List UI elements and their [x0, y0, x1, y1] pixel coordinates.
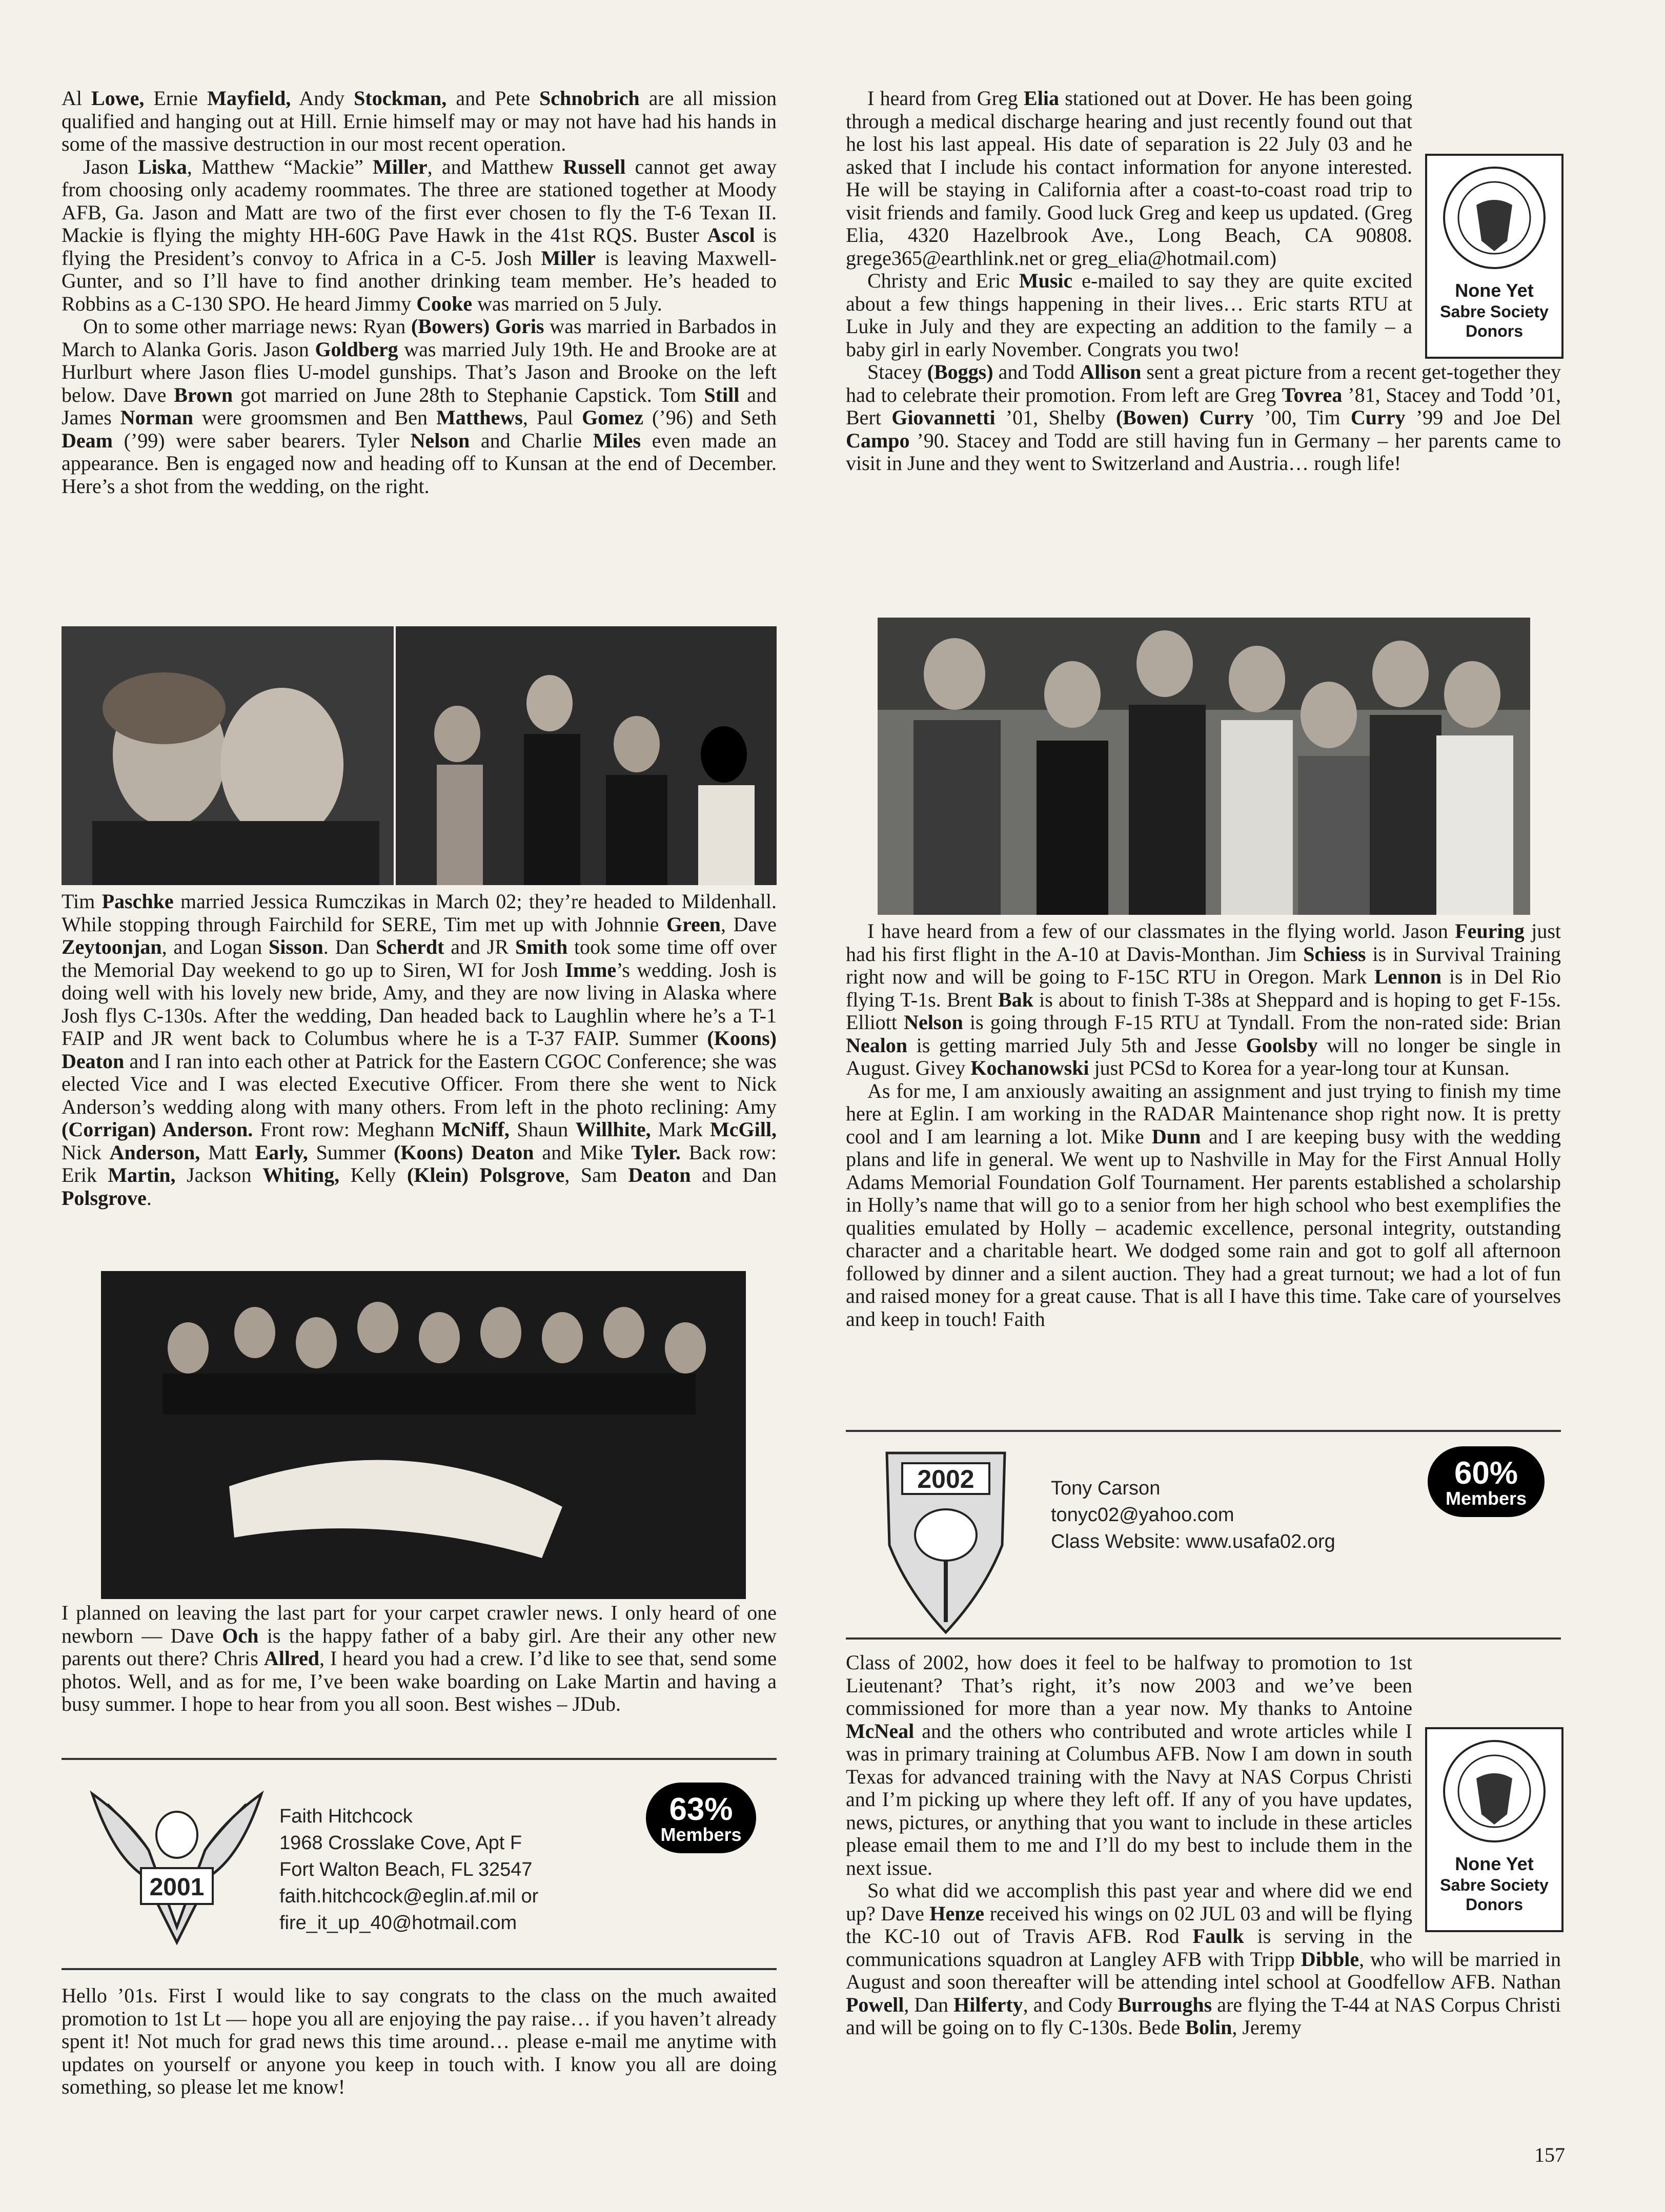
bold-name: Kochanowski: [970, 1056, 1089, 1079]
bold-name: Allison: [1080, 360, 1142, 383]
bold-name: Och: [222, 1624, 259, 1647]
paragraph: Christy and Eric Music e-mailed to say they are quite excited about a few things happening in their lives… Eric starts RTU at Luke in July and they are expecting an addition to the family – a baby girl in early November. Congrats you two!: [846, 269, 1412, 361]
bold-name: (Klein) Polsgrove: [407, 1163, 565, 1186]
class-2002-membership-badge: [1428, 1446, 1545, 1517]
bold-name: Burroughs: [1118, 1993, 1212, 2016]
left-column-top: [62, 87, 777, 498]
paragraph: Jason Liska, Matthew “Mackie” Miller, and Matthew Russell cannot get away from choosing only academy roommates. The three are stationed together at Moody AFB, Ga. Jason and Matt are two of the first ever chosen to fly the T-6 Texan II. Mackie is flying the mighty HH-60G Pave Hawk in the 41st RQS. Buster Ascol is flying the President’s convoy to Africa in a C-5. Josh Miller is leaving Maxwell-Gunter, and so I’ll have to find another drinking team member. He’s headed to Robbins as a C-130 SPO. He heard Jimmy Cooke was married on 5 July.: [62, 155, 777, 315]
membership-label: Members: [1445, 1488, 1527, 1509]
bold-name: Paschke: [101, 890, 174, 913]
bold-name: Matthews: [436, 406, 523, 429]
bold-name: Allred: [263, 1647, 320, 1670]
email-link-1[interactable]: faith.hitchcock@eglin.af.mil or: [279, 1886, 539, 1907]
class-2001-membership-badge: [646, 1783, 756, 1853]
bold-name: Stockman,: [354, 87, 447, 110]
paragraph: Al Lowe, Ernie Mayfield, Andy Stockman, and Pete Schnobrich are all mission qualified and hanging out at Hill. Ernie himself may or may not have had his hands in some of the massive destruction in our most recent operation.: [62, 87, 777, 155]
bold-name: Lennon: [1374, 965, 1442, 988]
bold-name: Miller: [541, 246, 596, 270]
paragraph: Stacey (Boggs) and Todd Allison sent a great picture from a recent get-together they had to celebrate their promotion. From left are Greg Tovrea ’81, Stacey and Todd ’01, Bert Giovannetti ’01, Shelby (Bowen) Curry ’00, Tim Curry ’99 and Joe Del Campo ’90. Stacey and Todd are still having fun in Germany – her parents came to visit in June and they went to Switzerland and Austria… rough life!: [846, 360, 1561, 475]
bold-name: Anderson,: [109, 1140, 200, 1164]
bold-name: Cooke: [416, 292, 473, 315]
left-column-class-2001-text: [62, 1984, 777, 2099]
bold-name: Early,: [255, 1140, 308, 1164]
bold-name: Mayfield,: [207, 87, 291, 110]
paragraph: Tim Paschke married Jessica Rumczikas in March 02; they’re headed to Mildenhall. While stopping through Fairchild for SERE, Tim met up with Johnnie Green, Dave Zeytoonjan, and Logan Sisson. Dan Scherdt and JR Smith took some time off over the Memorial Day weekend to go up to Siren, WI for Josh Imme’s wedding. Josh is doing well with his lovely new bride, Amy, and they are now living in Alaska where Josh flys C-130s. After the wedding, Dan headed back to Laughlin where he’s a T-1 FAIP and JR went back to Columbus where he is a T-37 FAIP. Summer (Koons) Deaton and I ran into each other at Patrick for the Eastern CGOC Conference; she was elected Vice and I was elected Executive Officer. From there she went to Nick Anderson’s wedding along with many others. From left in the photo reclining: Amy (Corrigan) Anderson. Front row: Meghann McNiff, Shaun Willhite, Mark McGill, Nick Anderson, Matt Early, Summer (Koons) Deaton and Mike Tyler. Back row: Erik Martin, Jackson Whiting, Kelly (Klein) Polsgrove, Sam Deaton and Dan Polsgrove.: [62, 890, 777, 1210]
bold-name: Ascol: [707, 223, 755, 247]
bold-name: Scherdt: [376, 935, 444, 958]
bold-name: McNeal: [846, 1719, 915, 1743]
bold-name: Smith: [515, 935, 568, 958]
scribe-name: Faith Hitchcock: [279, 1806, 413, 1827]
left-column-middle: [62, 890, 777, 1210]
paragraph: As for me, I am anxiously awaiting an assignment and just trying to finish my time here at Eglin. I am working in the RADAR Maintenance shop right now. It is pretty cool and I am learning a lot. Mike Dunn and I are keeping busy with the wedding plans and life in general. We went up to Nashville in May for the First Annual Holly Adams Memorial Foundation Golf Tournament. Her parents established a scholarship in Holly’s name that will go to a senior from her high school who best exemplifies the qualities emulated by Holly – academic excellence, personal integrity, outstanding character and a charitable heart. We dodged some rain and got to golf all afternoon followed by dinner and a silent auction. They had a great turnout; we had a lot of fun and raised money for a great cause. That is all I have this time. Take care of yourselves and keep in touch! Faith: [846, 1079, 1561, 1330]
bold-name: Campo: [846, 428, 910, 452]
divider-class-2001-top: [62, 1758, 777, 1760]
right-column-middle: [846, 920, 1561, 1330]
sabre-society-box-top: [1425, 154, 1564, 359]
sabre-donors-label: Donors: [1466, 1895, 1523, 1914]
bold-name: Whiting,: [262, 1163, 340, 1186]
bold-name: Bak: [998, 988, 1033, 1011]
svg-text:2001: 2001: [149, 1874, 205, 1901]
bold-name: Sisson: [269, 935, 323, 958]
bold-name: Elia: [1024, 87, 1059, 110]
paragraph: On to some other marriage news: Ryan (Bowers) Goris was married in Barbados in March to Alanka Goris. Jason Goldberg was married July 19th. He and Brooke are at Hurlburt where Jason flies U-model gunships. That’s Jason and Brooke on the left below. Dave Brown got married on June 28th to Stephanie Capstick. Tom Still and James Norman were groomsmen and Ben Matthews, Paul Gomez (’96) and Seth Deam (’99) were saber bearers. Tyler Nelson and Charlie Miles even made an appearance. Ben is engaged now and heading off to Kunsan at the end of December. Here’s a shot from the wedding, on the right.: [62, 315, 777, 498]
class-2001-contact: [279, 1803, 538, 1936]
membership-label: Members: [660, 1824, 742, 1845]
svg-text:2002: 2002: [917, 1465, 974, 1493]
class-website-link[interactable]: Class Website: www.usafa02.org: [1051, 1531, 1335, 1552]
sabre-society-box-bottom: [1425, 1727, 1564, 1932]
address-line-1: 1968 Crosslake Cove, Apt F: [279, 1832, 522, 1854]
bold-name: Norman: [120, 406, 194, 429]
bold-name: Nealon: [846, 1033, 907, 1057]
bold-name: Nelson: [410, 428, 470, 452]
sabre-society-seal-icon: [1440, 1737, 1548, 1845]
class-2002-contact: [1051, 1475, 1335, 1555]
bold-name: Hilferty: [953, 1993, 1023, 2016]
bold-name: Tovrea: [1282, 383, 1343, 406]
sabre-society-label: Sabre Society: [1440, 302, 1549, 321]
class-2001-crest-icon: [87, 1773, 267, 1950]
bold-name: Tyler.: [631, 1140, 681, 1164]
bold-name: Bolin: [1185, 2016, 1232, 2039]
page-number: 157: [1534, 2143, 1565, 2166]
bold-name: Faulk: [1192, 1924, 1244, 1948]
email-link[interactable]: tonyc02@yahoo.com: [1051, 1504, 1234, 1526]
address-line-2: Fort Walton Beach, FL 32547: [279, 1859, 533, 1880]
bold-name: Goolsby: [1246, 1033, 1318, 1057]
bold-name: Dibble: [1301, 1947, 1359, 1971]
bold-name: (Bowen) Curry: [1115, 406, 1254, 429]
bold-name: Green: [666, 912, 721, 936]
bold-name: Liska: [138, 155, 187, 178]
membership-percent: 63%: [669, 1792, 733, 1827]
bold-name: (Koons) Deaton: [62, 1027, 777, 1073]
photo-wedding-party-brown: [396, 626, 777, 885]
bold-name: Schiess: [1303, 942, 1366, 966]
bold-name: Henze: [929, 1901, 984, 1925]
paragraph: I planned on leaving the last part for your carpet crawler news. I only heard of one newborn — Dave Och is the happy father of a baby girl. Are their any other new parents out there? Chris Allred, I heard you had a crew. I’d like to see that, send some photos. Well, and as for me, I’ve been wake boarding on Lake Martin and having a busy summer. I hope to hear from you all soon. Best wishes – JDub.: [62, 1601, 777, 1715]
bold-name: Schnobrich: [539, 87, 640, 110]
bold-name: Willhite,: [575, 1118, 651, 1141]
photo-anderson-wedding: [101, 1271, 746, 1599]
bold-name: Nelson: [904, 1011, 963, 1034]
sabre-donors-label: Donors: [1466, 322, 1523, 340]
paragraph: I have heard from a few of our classmates in the flying world. Jason Feuring just had his first flight in the A-10 at Davis-Monthan. Jim Schiess is in Survival Training right now and will be going to F-15C RTU in Oregon. Mark Lennon is in Del Rio flying T-1s. Brent Bak is about to finish T-38s at Sheppard and is hoping to get F-15s. Elliott Nelson is going through F-15 RTU at Tyndall. From the non-rated side: Brian Nealon is getting married July 5th and Jesse Goolsby will no longer be single in August. Givey Kochanowski just PCSd to Korea for a year-long tour at Kunsan.: [846, 919, 1561, 1079]
divider-class-2002-top: [846, 1430, 1561, 1432]
bold-name: Brown: [174, 383, 233, 406]
photo-jason-and-brooke: [62, 626, 394, 885]
divider-class-2001-bottom: [62, 1968, 777, 1970]
bold-name: McGill,: [710, 1118, 777, 1141]
sabre-society-seal-icon: [1440, 164, 1548, 272]
sabre-none-yet: None Yet: [1455, 1853, 1534, 1874]
bold-name: Gomez: [582, 406, 644, 429]
class-2002-crest-icon: [882, 1443, 1010, 1637]
bold-name: Miller: [373, 155, 428, 178]
bold-name: (Corrigan) Anderson.: [62, 1118, 253, 1141]
bold-name: McNiff,: [441, 1118, 510, 1141]
bold-name: Powell: [846, 1993, 904, 2016]
bold-name: Imme: [565, 958, 617, 981]
bold-name: Giovannetti: [891, 406, 996, 429]
paragraph: Class of 2002, how does it feel to be halfway to promotion to 1st Lieutenant? That’s right, it’s now 2003 and we’ve been commissioned for more than a year now. My thanks to Antoine McNeal and the others who contributed and wrote articles while I was in primary training at Columbus AFB. Now I am down in south Texas for advanced training with the Navy at NAS Corpus Christi and I’m picking up where they left off. If any of you have updates, news, pictures, or anything that you want to include in these articles please email them to me and I’ll do my best to include them in the next issue.: [846, 1651, 1412, 1879]
bold-name: (Bowers) Goris: [411, 315, 544, 338]
bold-name: Curry: [1350, 406, 1406, 429]
bold-name: Music: [1019, 269, 1073, 292]
bold-name: Zeytoonjan: [62, 935, 162, 958]
bold-name: Deam: [62, 428, 113, 452]
divider-class-2002-bottom: [846, 1637, 1561, 1640]
email-link-2[interactable]: fire_it_up_40@hotmail.com: [279, 1912, 517, 1934]
bold-name: (Koons) Deaton: [393, 1140, 534, 1164]
photo-allison-promotion-group: [878, 618, 1530, 915]
bold-name: Lowe,: [91, 87, 145, 110]
bold-name: Goldberg: [315, 337, 398, 361]
bold-name: Dunn: [1151, 1124, 1201, 1148]
bold-name: Russell: [563, 155, 626, 178]
left-column-bottom: [62, 1602, 777, 1716]
sabre-society-label: Sabre Society: [1440, 1876, 1549, 1894]
membership-percent: 60%: [1454, 1456, 1518, 1491]
paragraph: So what did we accomplish this past year and where did we end up? Dave Henze received his wings on 02 JUL 03 and will be flying the KC-10 out of Travis AFB. Rod Faulk is serving in the communications squadron at Langley AFB with Tripp Dibble, who will be married in August and soon thereafter will be attending intel school at Goodfellow AFB. Nathan Powell, Dan Hilferty, and Cody Burroughs are flying the T-44 at NAS Corpus Christi and will be going on to fly C-130s. Bede Bolin, Jeremy: [846, 1879, 1561, 2039]
bold-name: Miles: [593, 428, 641, 452]
sabre-none-yet: None Yet: [1455, 280, 1534, 301]
bold-name: Polsgrove: [62, 1186, 147, 1210]
bold-name: (Boggs): [927, 360, 993, 383]
bold-name: Feuring: [1455, 919, 1525, 943]
scribe-name: Tony Carson: [1051, 1478, 1161, 1499]
bold-name: Still: [704, 383, 740, 406]
paragraph: I heard from Greg Elia stationed out at Dover. He has been going through a medical discharge hearing and just recently found out that he lost his last appeal. His date of separation is 22 July 03 and he asked that I include his contact information for anyone interested. He will be staying in California after a coast-to-coast road trip to visit friends and family. Good luck Greg and keep us updated. (Greg Elia, 4320 Hazelbrook Ave., Long Beach, CA 90808. grege365@earthlink.net or greg_elia@hotmail.com): [846, 87, 1412, 270]
paragraph: Hello ’01s. First I would like to say congrats to the class on the much awaited promotion to 1st Lt — hope you all are enjoying the pay raise… if you haven’t already spent it! Not much for grad news this time around… please e-mail me anytime with updates on yourself or anyone you keep in touch with. I know you all are doing something, so please let me know!: [62, 1984, 777, 2098]
bold-name: Deaton: [628, 1163, 691, 1186]
bold-name: Martin,: [108, 1163, 176, 1186]
